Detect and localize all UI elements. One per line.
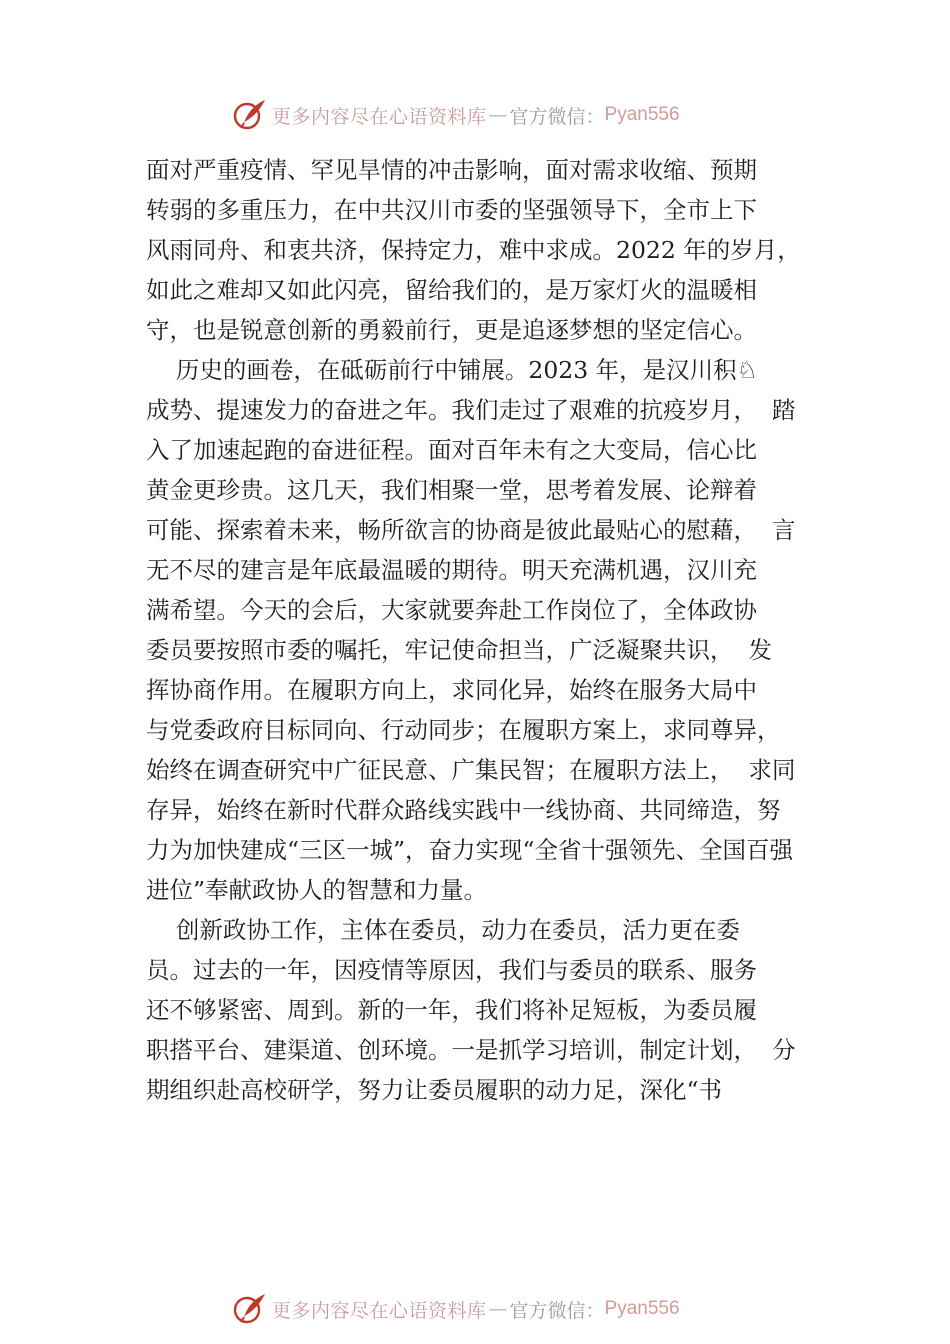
header-wechat-id: Pyan556 xyxy=(604,104,680,125)
feather-pen-logo-icon xyxy=(232,97,268,133)
body-line: 委员要按照市委的嘱托，牢记使命担当，广泛凝聚共识， 发 xyxy=(146,636,772,664)
body-line: 风雨同舟、和衷共济，保持定力，难中求成。2022 年的岁月， xyxy=(146,236,801,264)
body-line: 黄金更珍贵。这几天，我们相聚一堂，思考着发展、论辩着 xyxy=(146,476,757,504)
body-line: 历史的画卷，在砥砺前行中铺展。2023 年，是汉川积♘ xyxy=(146,356,758,384)
body-line: 员。过去的一年，因疫情等原因，我们与委员的联系、服务 xyxy=(146,956,757,984)
body-line: 成势、提速发力的奋进之年。我们走过了艰难的抗疫岁月， 踏 xyxy=(146,396,796,424)
body-line: 进位”奉献政协人的智慧和力量。 xyxy=(146,876,488,904)
footer-wechat-id: Pyan556 xyxy=(604,1298,680,1319)
body-line: 创新政协工作，主体在委员，动力在委员，活力更在委 xyxy=(146,916,740,944)
body-line: 可能、探索着未来，畅所欲言的协商是彼此最贴心的慰藉， 言 xyxy=(146,516,796,544)
body-line: 满希望。今天的会后，大家就要奔赴工作岗位了，全体政协 xyxy=(146,596,757,624)
header-wechat-label: 官方微信： xyxy=(509,105,605,128)
footer-separator: — xyxy=(488,1298,508,1320)
body-line: 如此之难却又如此闪亮，留给我们的，是万家灯火的温暖相 xyxy=(146,276,757,304)
footer-wechat-label: 官方微信： xyxy=(509,1299,605,1322)
feather-pen-logo-icon xyxy=(232,1291,268,1327)
body-line: 入了加速起跑的奋进征程。面对百年未有之大变局，信心比 xyxy=(146,436,757,464)
document-body xyxy=(146,150,818,1110)
body-line: 面对严重疫情、罕见旱情的冲击影响，面对需求收缩、预期 xyxy=(146,156,757,184)
body-line: 与党委政府目标同向、行动同步；在履职方案上，求同尊异， xyxy=(146,716,781,744)
body-line: 职搭平台、建渠道、创环境。一是抓学习培训，制定计划， 分 xyxy=(146,1036,796,1064)
body-line: 期组织赴高校研学，努力让委员履职的动力足，深化“书 xyxy=(146,1076,723,1104)
footer-site-text: 更多内容尽在心语资料库 xyxy=(272,1299,487,1322)
header-separator: — xyxy=(488,104,508,126)
body-line: 始终在调查研究中广征民意、广集民智；在履职方法上， 求同 xyxy=(146,756,796,784)
header-banner xyxy=(232,97,680,133)
body-line: 力为加快建成“三区一城”，奋力实现“全省十强领先、全国百强 xyxy=(146,836,794,864)
body-line: 守，也是锐意创新的勇毅前行，更是追逐梦想的坚定信心。 xyxy=(146,316,757,344)
body-line: 转弱的多重压力，在中共汉川市委的坚强领导下，全市上下 xyxy=(146,196,757,224)
body-line: 还不够紧密、周到。新的一年，我们将补足短板，为委员履 xyxy=(146,996,757,1024)
body-line: 挥协商作用。在履职方向上，求同化异，始终在服务大局中 xyxy=(146,676,757,704)
body-line: 无不尽的建言是年底最温暖的期待。明天充满机遇，汉川充 xyxy=(146,556,757,584)
footer-banner xyxy=(232,1291,680,1327)
body-line: 存异，始终在新时代群众路线实践中一线协商、共同缔造，努 xyxy=(146,796,781,824)
header-site-text: 更多内容尽在心语资料库 xyxy=(272,105,487,128)
